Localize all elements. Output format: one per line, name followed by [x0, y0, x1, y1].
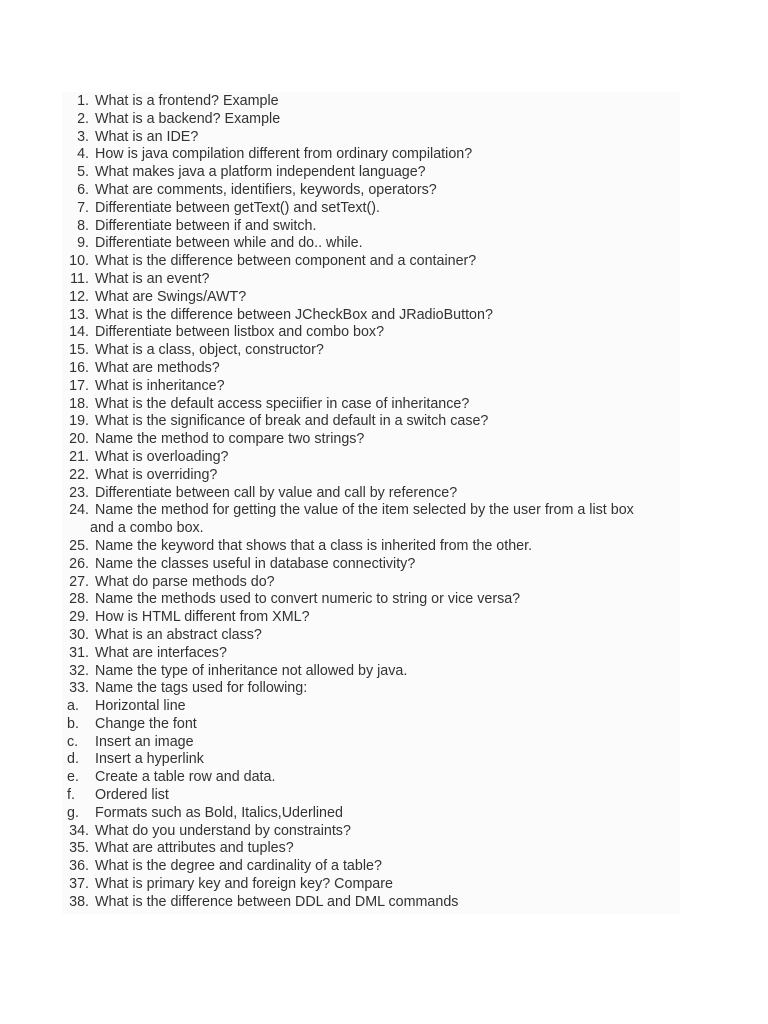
- list-item-number: 38.: [69, 893, 89, 910]
- list-item: [62, 396, 680, 414]
- list-item-number: 23.: [69, 484, 89, 501]
- list-item: [62, 556, 680, 574]
- list-item-text: Horizontal line: [95, 698, 186, 715]
- list-item-number: 6.: [77, 181, 89, 198]
- list-item-text: Name the classes useful in database connectivity?: [95, 555, 416, 572]
- list-item-text: Name the tags used for following:: [95, 680, 308, 697]
- list-item-text: What are methods?: [95, 359, 220, 376]
- list-item-number: 11.: [70, 270, 89, 287]
- list-item-number: c.: [67, 733, 79, 750]
- list-item-text: Name the keyword that shows that a class is inherited from the other.: [95, 537, 533, 554]
- list-item-number: 30.: [69, 626, 89, 643]
- list-item-text: What is an abstract class?: [95, 626, 262, 643]
- list-item: [62, 307, 680, 325]
- list-item: [62, 164, 680, 182]
- list-item: [62, 485, 680, 503]
- list-item-number: 37.: [69, 876, 89, 893]
- list-item-number: 36.: [69, 858, 89, 875]
- list-item: [62, 787, 680, 805]
- list-item: [62, 734, 680, 752]
- list-item: [62, 324, 680, 342]
- list-item-text: What is a class, object, constructor?: [95, 342, 324, 359]
- list-item: [62, 378, 680, 396]
- list-item-number: 13.: [69, 306, 89, 323]
- list-item-text: What are interfaces?: [95, 644, 227, 661]
- list-item-number: 32.: [69, 662, 89, 679]
- list-item-text: What are Swings/AWT?: [95, 288, 247, 305]
- list-item: [62, 876, 680, 894]
- list-item-number: 14.: [69, 324, 89, 341]
- question-list: [62, 93, 680, 912]
- list-item: [62, 182, 680, 200]
- list-item-text: What makes java a platform independent language?: [95, 164, 426, 181]
- list-item-text: Differentiate between listbox and combo box?: [95, 324, 385, 341]
- list-item-text: Insert a hyperlink: [95, 751, 204, 768]
- list-item-text: What is the difference between JCheckBox and JRadioButton?: [95, 306, 493, 323]
- list-item-text: What is overriding?: [95, 466, 218, 483]
- list-item-number: 17.: [69, 377, 89, 394]
- list-item-text: Name the methods used to convert numeric to string or vice versa?: [95, 591, 521, 608]
- list-item-number: 9.: [77, 235, 89, 252]
- list-item-number: e.: [67, 769, 79, 786]
- list-item: [62, 111, 680, 129]
- list-item-text: How is HTML different from XML?: [95, 609, 310, 626]
- list-item-text: What do parse methods do?: [95, 573, 275, 590]
- list-item-number: 1.: [77, 93, 89, 109]
- list-item: [62, 645, 680, 663]
- list-item: [62, 698, 680, 716]
- list-item-text: What is the significance of break and default in a switch case?: [95, 413, 489, 430]
- list-item: [62, 413, 680, 431]
- list-item-text: Create a table row and data.: [95, 769, 276, 786]
- list-item: [62, 200, 680, 218]
- list-item-text: Differentiate between getText() and setText().: [95, 199, 381, 216]
- list-item-text: Differentiate between while and do.. while.: [95, 235, 363, 252]
- list-item: [62, 235, 680, 253]
- list-item-number: 3.: [77, 128, 89, 145]
- list-item: [62, 823, 680, 841]
- list-item-text: What is overloading?: [95, 448, 229, 465]
- list-item: [62, 431, 680, 449]
- list-item-text: Name the method for getting the value of the item selected by the user from a list box and a combo box.: [90, 502, 634, 537]
- list-item-number: 5.: [77, 164, 89, 181]
- list-item-text: What do you understand by constraints?: [95, 822, 351, 839]
- list-item: [62, 609, 680, 627]
- list-item-number: 34.: [69, 822, 89, 839]
- list-item-text: What is primary key and foreign key? Compare: [95, 876, 393, 893]
- list-item-text: What is the difference between DDL and DML commands: [95, 893, 459, 910]
- question-list-block: [62, 92, 680, 914]
- list-item-number: 35.: [69, 840, 89, 857]
- list-item-text: Name the method to compare two strings?: [95, 431, 365, 448]
- list-item: [62, 858, 680, 876]
- list-item-text: What are comments, identifiers, keywords, operators?: [95, 181, 437, 198]
- list-item-text: What is inheritance?: [95, 377, 225, 394]
- list-item: [62, 218, 680, 236]
- list-item-text: What is an IDE?: [95, 128, 199, 145]
- list-item: [62, 591, 680, 609]
- list-item: [62, 538, 680, 556]
- list-item-number: 31.: [69, 644, 89, 661]
- list-item: [62, 449, 680, 467]
- list-item: [62, 129, 680, 147]
- list-item: [62, 342, 680, 360]
- list-item-number: 16.: [69, 359, 89, 376]
- list-item: [62, 253, 680, 271]
- list-item: [62, 289, 680, 307]
- list-item: [62, 840, 680, 858]
- list-item-text: Differentiate between if and switch.: [95, 217, 317, 234]
- list-item-text: What are attributes and tuples?: [95, 840, 294, 857]
- list-item-text: What is an event?: [95, 270, 210, 287]
- list-item-text: Insert an image: [95, 733, 194, 750]
- list-item-text: What is the default access speciifier in case of inheritance?: [95, 395, 470, 412]
- list-item: [62, 663, 680, 681]
- list-item-number: 10.: [69, 253, 89, 270]
- list-item: [62, 271, 680, 289]
- list-item-text: What is a backend? Example: [95, 110, 281, 127]
- list-item-number: 24.: [69, 502, 89, 519]
- list-item-number: a.: [67, 698, 79, 715]
- list-item-text: Differentiate between call by value and call by reference?: [95, 484, 458, 501]
- list-item-number: 2.: [77, 110, 89, 127]
- list-item-text: Name the type of inheritance not allowed by java.: [95, 662, 408, 679]
- list-item-number: 33.: [69, 680, 89, 697]
- list-item-number: 26.: [69, 555, 89, 572]
- list-item: [62, 751, 680, 769]
- list-item-number: 19.: [69, 413, 89, 430]
- list-item-number: 25.: [69, 537, 89, 554]
- list-item-text: What is the degree and cardinality of a table?: [95, 858, 382, 875]
- list-item-number: g.: [67, 804, 79, 821]
- list-item: [62, 894, 680, 912]
- list-item: [62, 769, 680, 787]
- list-item-text: How is java compilation different from ordinary compilation?: [95, 146, 473, 163]
- list-item: [62, 805, 680, 823]
- list-item: [62, 502, 680, 538]
- list-item-number: 12.: [69, 288, 89, 305]
- list-item-number: 8.: [77, 217, 89, 234]
- list-item: [62, 627, 680, 645]
- list-item-number: 27.: [69, 573, 89, 590]
- list-item-number: d.: [67, 751, 79, 768]
- list-item-number: 20.: [69, 431, 89, 448]
- list-item: [62, 574, 680, 592]
- list-item-number: 21.: [69, 448, 89, 465]
- list-item: [62, 93, 680, 111]
- list-item-number: f.: [67, 787, 75, 804]
- list-item: [62, 716, 680, 734]
- list-item-number: 15.: [69, 342, 89, 359]
- list-item-text: Change the font: [95, 715, 197, 732]
- list-item: [62, 360, 680, 378]
- list-item-text: What is a frontend? Example: [95, 93, 279, 109]
- list-item-number: b.: [67, 715, 79, 732]
- list-item-number: 29.: [69, 609, 89, 626]
- list-item-text: Formats such as Bold, Italics,Uderlined: [95, 804, 343, 821]
- list-item-number: 18.: [69, 395, 89, 412]
- list-item-text: Ordered list: [95, 787, 169, 804]
- list-item: [62, 146, 680, 164]
- list-item: [62, 680, 680, 698]
- list-item-number: 22.: [69, 466, 89, 483]
- list-item-number: 28.: [69, 591, 89, 608]
- list-item-text: What is the difference between component and a container?: [95, 253, 477, 270]
- list-item: [62, 467, 680, 485]
- list-item-number: 7.: [77, 199, 89, 216]
- list-item-number: 4.: [77, 146, 89, 163]
